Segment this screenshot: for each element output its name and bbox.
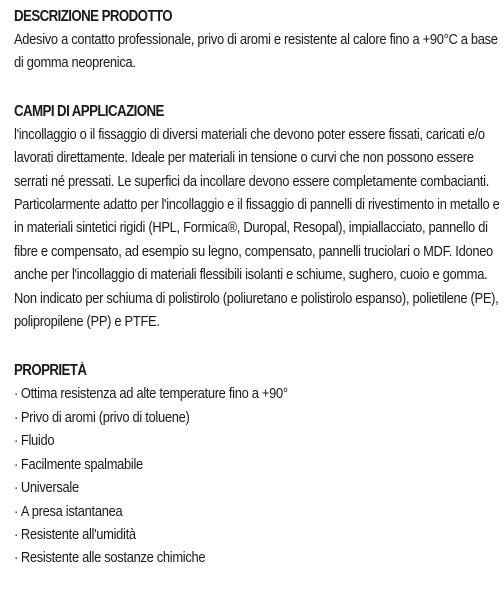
description-title: DESCRIZIONE PRODOTTO bbox=[14, 8, 173, 25]
description-text: Adesivo a contatto professionale, privo di aromi e resistente al calore fino a +90°C a base di gomma neoprenica. bbox=[14, 31, 498, 72]
properties-list bbox=[14, 382, 500, 569]
bullet-dot: · bbox=[14, 549, 19, 567]
bullet-dot: · bbox=[14, 385, 19, 403]
property-item bbox=[14, 476, 432, 499]
bullet-dot: · bbox=[14, 479, 19, 497]
applications-text: l'incollaggio o il fissaggio di diversi materiali che devono poter essere fissati, caricati e/o lavorati direttamente. Ideale per materiali in tensione o curvi che non possono essere serrati né pressati. Le superfici da incollare devono essere completamente combacianti. Particolarmente adatto per l'incollaggio e il fissaggio di pannelli di rivestimento in metallo e in materiali sintetici rigidi (HPL, Formica®, Duropal, Resopal), impiallacciato, pannello di fibre e compensato, ad esempio su legno, compensato, pannelli truciolari o MDF. Idoneo anche per l'incollaggio di materiali flessibili isolanti e schiume, sughero, cuoio e gomma. Non indicato per schiuma di polistirolo (poliuretano e polistirolo espanso), polietilene (PE), polipropilene (PP) e PTFE. bbox=[14, 125, 500, 331]
property-item bbox=[14, 382, 432, 405]
bullet-dot: · bbox=[14, 455, 19, 473]
properties-title: PROPRIETÀ bbox=[14, 362, 87, 380]
property-text: A presa istantanea bbox=[20, 502, 123, 520]
property-text: Resistente all'umidità bbox=[20, 525, 136, 543]
bullet-dot: · bbox=[14, 432, 19, 450]
property-item bbox=[14, 453, 432, 476]
property-text: Facilmente spalmabile bbox=[20, 455, 143, 473]
properties-section bbox=[14, 360, 500, 569]
applications-title: CAMPI DI APPLICAZIONE bbox=[14, 102, 164, 120]
property-item bbox=[14, 406, 432, 429]
property-text: Fluido bbox=[20, 432, 55, 450]
description-section bbox=[14, 6, 500, 75]
applications-section bbox=[14, 101, 500, 334]
product-sheet bbox=[14, 6, 500, 570]
property-item bbox=[14, 500, 432, 523]
property-text: Privo di aromi (privo di toluene) bbox=[20, 408, 190, 426]
property-text: Universale bbox=[20, 479, 79, 497]
property-item bbox=[14, 546, 432, 569]
bullet-dot: · bbox=[14, 525, 19, 543]
property-text: Resistente alle sostanze chimiche bbox=[20, 549, 206, 567]
bullet-dot: · bbox=[14, 502, 19, 520]
property-text: Ottima resistenza ad alte temperature fino a +90° bbox=[20, 385, 288, 403]
spacer bbox=[14, 75, 500, 101]
property-item bbox=[14, 523, 432, 546]
property-item bbox=[14, 429, 432, 452]
spacer bbox=[14, 333, 500, 360]
bullet-dot: · bbox=[14, 408, 19, 426]
